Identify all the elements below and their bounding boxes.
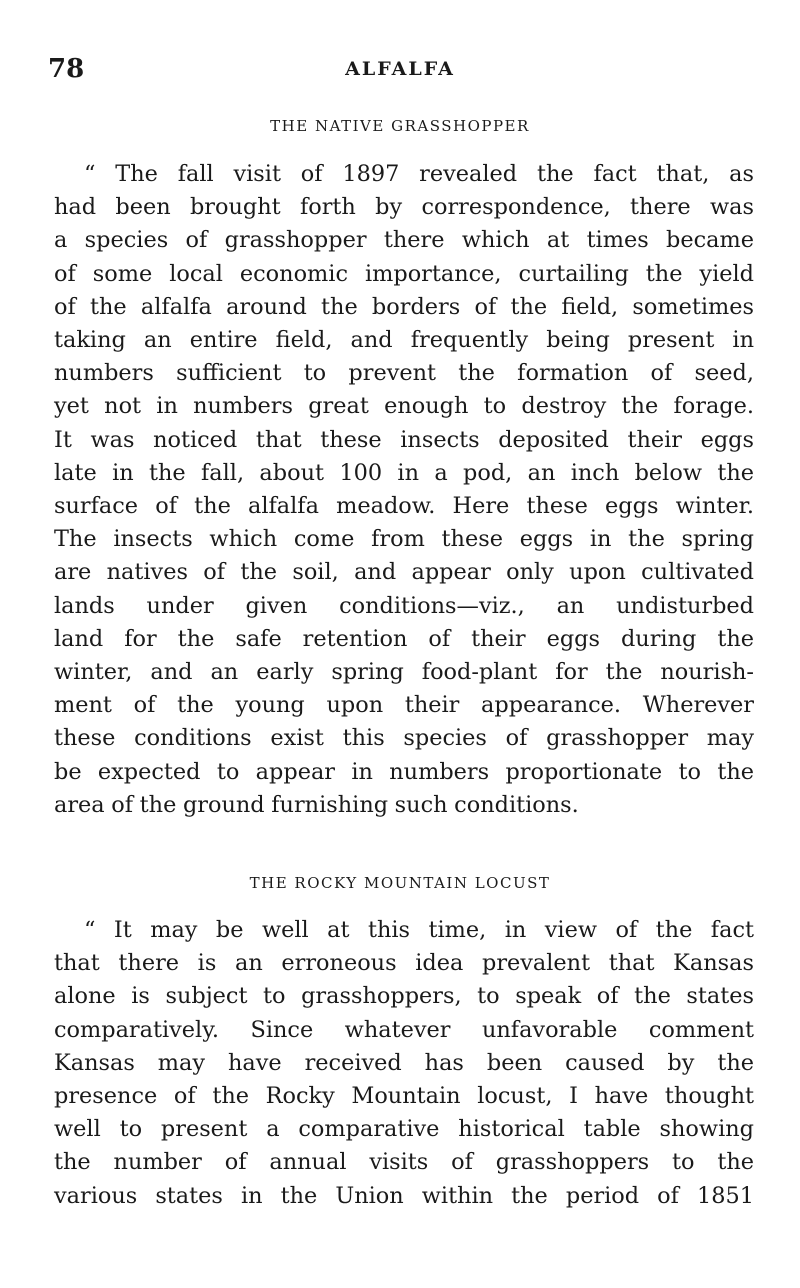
text-line: taking an entire field, and frequently being present in: [54, 327, 754, 354]
section-heading-rocky-mountain-locust: THE ROCKY MOUNTAIN LOCUST: [249, 874, 551, 892]
page-number: 78: [48, 54, 85, 84]
text-line: that there is an erroneous idea prevalent that Kansas: [54, 950, 754, 977]
text-line: of the alfalfa around the borders of the field, sometimes: [54, 293, 754, 320]
text-line: the number of annual visits of grasshoppers to the: [54, 1149, 754, 1176]
running-title: ALFALFA: [345, 58, 455, 80]
section-heading-native-grasshopper: THE NATIVE GRASSHOPPER: [270, 117, 530, 135]
text-line: of some local economic importance, curtailing the yield: [54, 260, 754, 287]
text-line: late in the fall, about 100 in a pod, an inch below the: [54, 459, 754, 486]
text-line: numbers sufficient to prevent the formation of seed,: [54, 360, 754, 387]
text-line: ment of the young upon their appearance. Wherever: [54, 692, 754, 719]
text-line: various states in the Union within the period of 1851: [54, 1182, 754, 1209]
text-line: are natives of the soil, and appear only upon cultivated: [54, 559, 754, 586]
text-line: It was noticed that these insects deposited their eggs: [54, 426, 754, 453]
text-line: be expected to appear in numbers proportionate to the: [54, 758, 754, 785]
text-line: surface of the alfalfa meadow. Here these eggs winter.: [54, 493, 754, 520]
text-line: well to present a comparative historical table showing: [54, 1116, 754, 1143]
text-line: comparatively. Since whatever unfavorable comment: [54, 1016, 754, 1043]
text-line: yet not in numbers great enough to destroy the forage.: [54, 393, 754, 420]
text-line: these conditions exist this species of grasshopper may: [54, 725, 754, 752]
text-line: The insects which come from these eggs in the spring: [54, 526, 754, 553]
text-line: a species of grasshopper there which at times became: [54, 227, 754, 254]
text-line: alone is subject to grasshoppers, to speak of the states: [54, 983, 754, 1010]
text-line: had been brought forth by correspondence, there was: [54, 194, 754, 221]
text-line: lands under given conditions—viz., an undisturbed: [54, 592, 754, 619]
paragraph-native-grasshopper: [54, 158, 754, 822]
text-line: “ It may be well at this time, in view of the fact: [84, 917, 754, 943]
text-line: area of the ground furnishing such conditions.: [54, 791, 579, 818]
text-line: “ The fall visit of 1897 revealed the fact that, as: [84, 161, 754, 187]
text-line: Kansas may have received has been caused by the: [54, 1049, 754, 1076]
paragraph-rocky-mountain-locust: [54, 914, 754, 1213]
text-line: land for the safe retention of their eggs during the: [54, 625, 754, 652]
text-line: winter, and an early spring food-plant for the nourish-: [54, 659, 754, 686]
text-line: presence of the Rocky Mountain locust, I have thought: [54, 1083, 754, 1110]
